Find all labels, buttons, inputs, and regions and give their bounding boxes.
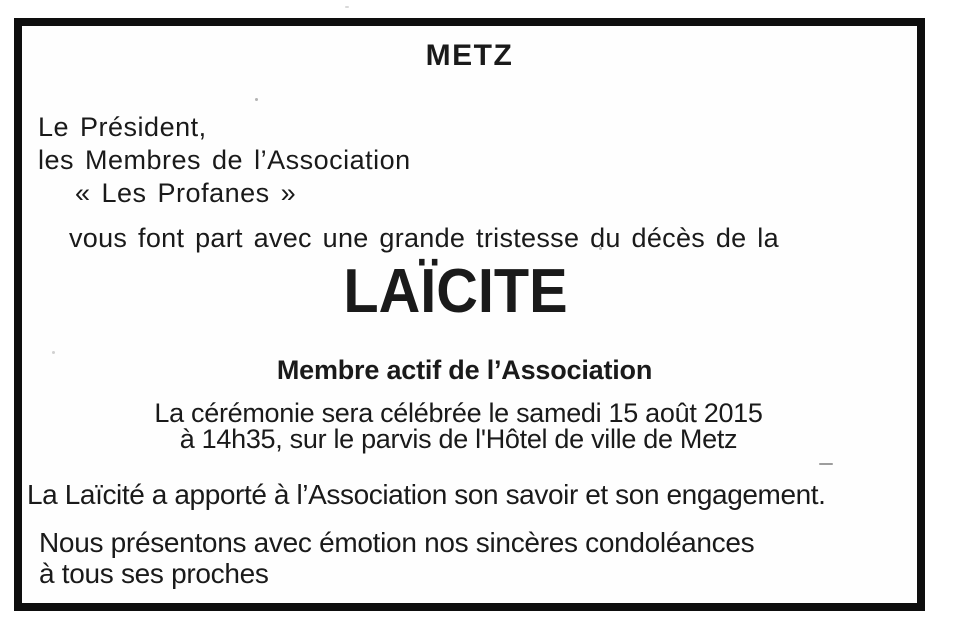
tribute-line: La Laïcité a apporté à l’Association son savoir et son engagement. bbox=[27, 479, 826, 510]
ceremony-date-line: La cérémonie sera célébrée le samedi 15 août 2015 bbox=[154, 398, 763, 428]
condolences-recipients-line: à tous ses proches bbox=[39, 558, 269, 589]
sender-president-line: Le Président, bbox=[38, 112, 207, 142]
sender-members-line: les Membres de l’Association bbox=[38, 145, 411, 175]
scan-speck bbox=[599, 247, 602, 250]
scan-speck bbox=[255, 98, 258, 101]
death-notice-frame bbox=[14, 18, 925, 611]
sender-block bbox=[38, 111, 411, 210]
condolences-line: Nous présentons avec émotion nos sincères condoléances bbox=[39, 527, 755, 558]
deceased-role: Membre actif de l’Association bbox=[276, 355, 653, 385]
city-title: METZ bbox=[425, 39, 514, 72]
association-name: « Les Profanes » bbox=[75, 178, 297, 208]
ceremony-place-line: à 14h35, sur le parvis de l'Hôtel de ville de Metz bbox=[179, 424, 738, 454]
scan-speck bbox=[345, 6, 349, 8]
ceremony-block bbox=[22, 400, 895, 452]
condolences-block bbox=[39, 527, 754, 589]
scan-speck bbox=[52, 351, 55, 354]
deceased-name: LAÏCITE bbox=[343, 257, 568, 326]
scan-artifact-dash bbox=[819, 463, 833, 465]
announcement-line: vous font part avec une grande tristesse du décès de la bbox=[69, 223, 779, 253]
